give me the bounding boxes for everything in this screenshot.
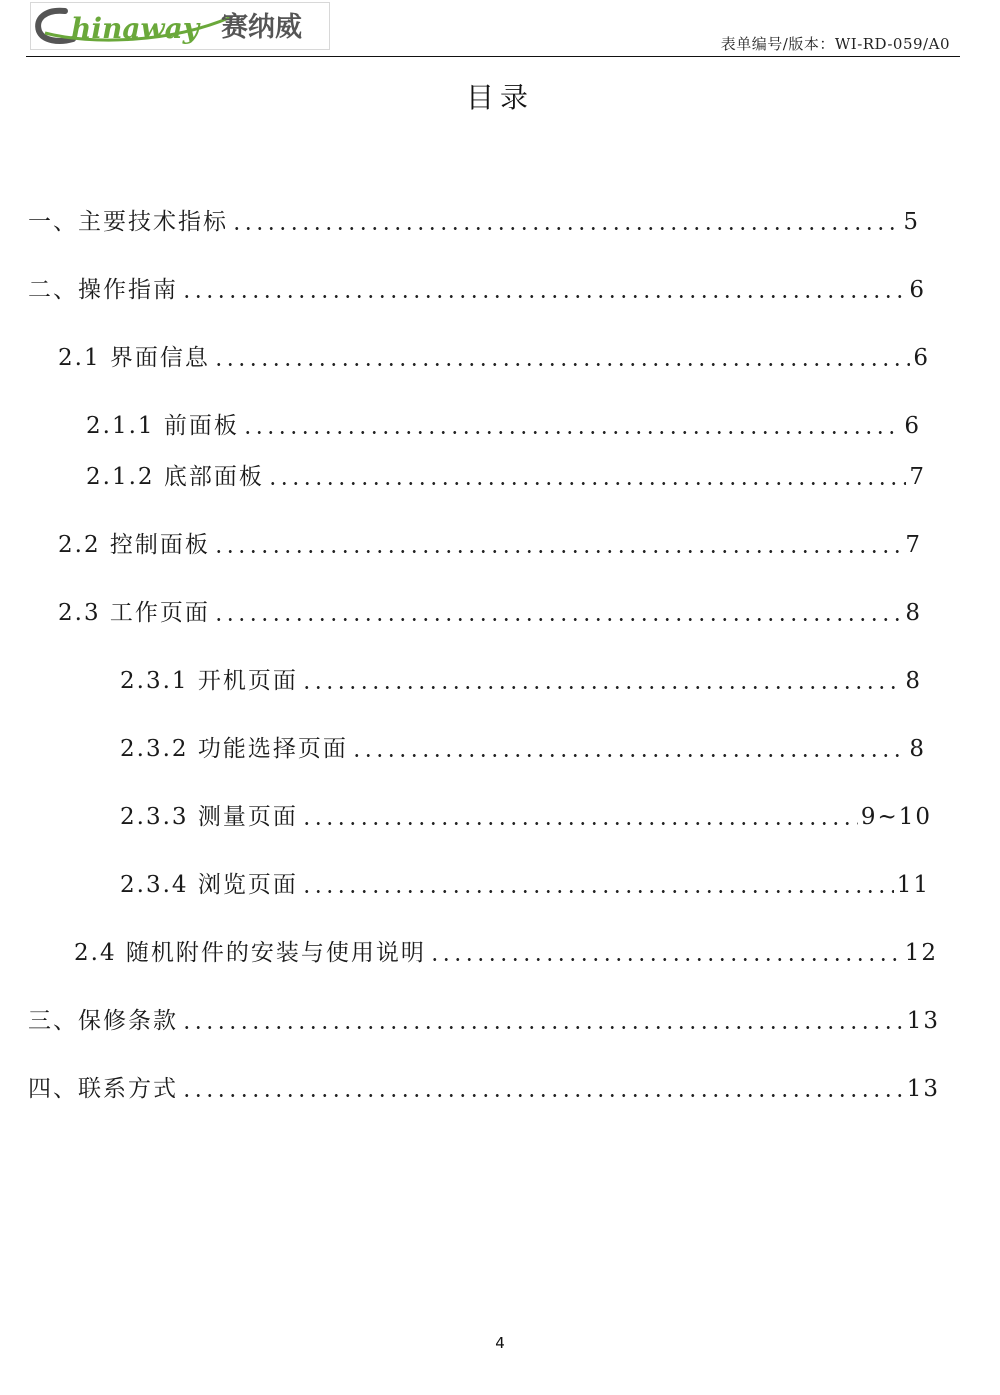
toc-entry-label: 2.3 工作页面 xyxy=(58,600,210,626)
toc-entry-label: 一、主要技术指标 xyxy=(28,209,228,235)
toc-entry-label: 二、操作指南 xyxy=(28,277,178,303)
toc-entry-page: 7 xyxy=(909,464,926,490)
toc-entry-label: 三、保修条款 xyxy=(28,1008,178,1034)
toc-dot-leader xyxy=(351,738,907,762)
toc-entry[interactable] xyxy=(120,798,932,830)
toc-entry[interactable] xyxy=(58,526,922,558)
form-number: 表单编号/版本：WI-RD-059/A0 xyxy=(720,35,950,53)
toc-entry[interactable] xyxy=(120,662,922,694)
toc-entry-page: 12 xyxy=(904,940,938,966)
toc-entry-label: 2.4 随机附件的安装与使用说明 xyxy=(74,940,426,966)
toc-entry-label: 2.1 界面信息 xyxy=(58,345,210,371)
toc-entry-page: 9~10 xyxy=(860,804,932,830)
toc-entry-label: 2.2 控制面板 xyxy=(58,532,210,558)
toc-dot-leader xyxy=(429,942,902,966)
toc-entry-label: 2.1.2 底部面板 xyxy=(86,464,264,490)
toc-dot-leader xyxy=(213,534,902,558)
logo-text: hinaway xyxy=(71,12,200,45)
toc-entry[interactable] xyxy=(86,407,921,439)
toc-entry-page: 11 xyxy=(896,872,930,898)
toc-entry-page: 8 xyxy=(909,736,926,762)
toc-entry-page: 8 xyxy=(905,668,922,694)
page-title: 目录 xyxy=(465,81,534,114)
logo-cn-text: 赛纳威 xyxy=(221,12,302,43)
toc-entry[interactable] xyxy=(58,594,922,626)
toc-dot-leader xyxy=(213,602,902,626)
toc-entry-label: 四、联系方式 xyxy=(28,1076,178,1102)
toc-entry-label: 2.1.1 前面板 xyxy=(86,413,239,439)
toc-dot-leader xyxy=(181,279,906,303)
toc-entry-page: 5 xyxy=(903,209,920,235)
toc-entry-page: 13 xyxy=(906,1076,940,1102)
toc-entry-page: 8 xyxy=(905,600,922,626)
toc-dot-leader xyxy=(231,211,900,235)
toc-dot-leader xyxy=(242,415,902,439)
toc-entry-page: 6 xyxy=(904,413,921,439)
toc-entry[interactable] xyxy=(28,1070,940,1102)
toc-dot-leader xyxy=(301,806,858,830)
toc-entry-label: 2.3.2 功能选择页面 xyxy=(120,736,348,762)
toc-entry[interactable] xyxy=(58,339,930,371)
toc-entry-label: 2.3.4 浏览页面 xyxy=(120,872,298,898)
toc-dot-leader xyxy=(213,347,910,371)
toc-entry-page: 6 xyxy=(909,277,926,303)
page-number: 4 xyxy=(495,1334,505,1352)
toc-entry[interactable] xyxy=(28,1002,940,1034)
toc-entry[interactable] xyxy=(86,458,926,490)
toc-dot-leader xyxy=(301,874,894,898)
toc-entry-label: 2.3.1 开机页面 xyxy=(120,668,298,694)
toc-dot-leader xyxy=(267,466,907,490)
toc-entry-page: 6 xyxy=(913,345,930,371)
toc-entry-page: 13 xyxy=(906,1008,940,1034)
toc-dot-leader xyxy=(181,1010,904,1034)
toc-entry[interactable] xyxy=(74,934,938,966)
toc-dot-leader xyxy=(301,670,903,694)
toc-entry[interactable] xyxy=(120,866,930,898)
toc-entry[interactable] xyxy=(28,271,926,303)
toc-entry[interactable] xyxy=(28,203,920,235)
toc-dot-leader xyxy=(181,1078,904,1102)
toc-entry-label: 2.3.3 测量页面 xyxy=(120,804,298,830)
toc-entry-page: 7 xyxy=(905,532,922,558)
toc-entry[interactable] xyxy=(120,730,926,762)
